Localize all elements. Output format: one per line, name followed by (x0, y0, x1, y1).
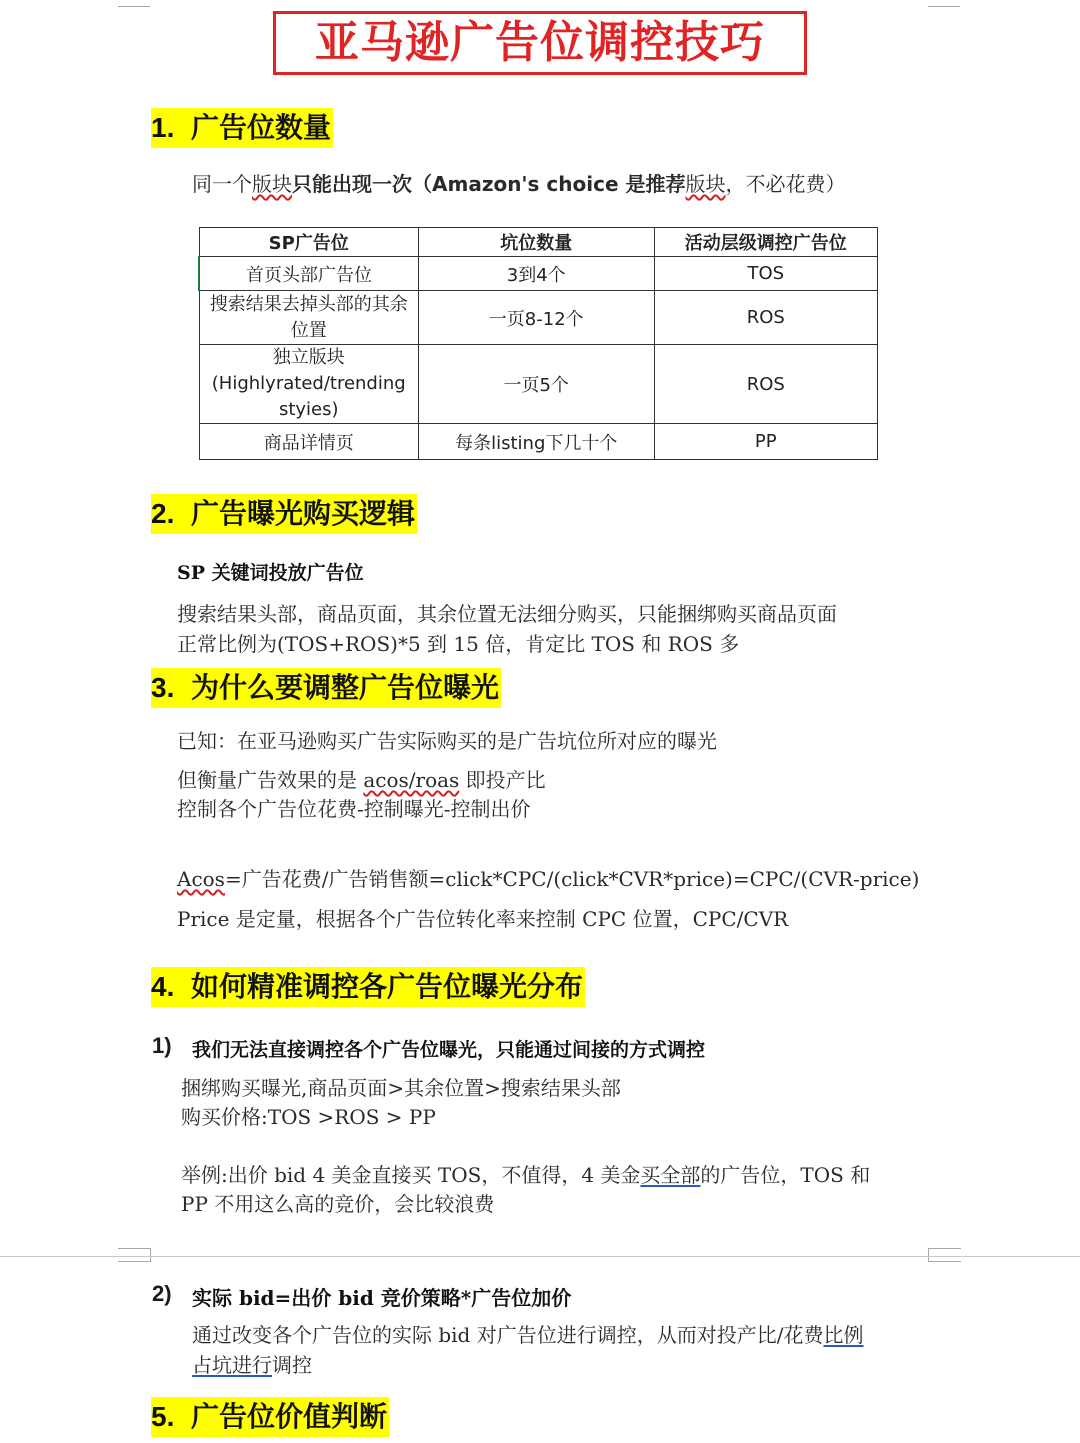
table-cell: TOS (654, 257, 878, 291)
note-text: 同一个 (192, 172, 252, 196)
underlined-text: 占坑进行 (192, 1353, 272, 1377)
table-header: 坑位数量 (418, 228, 654, 257)
point-2-line-2 (192, 1351, 312, 1380)
section-1-note (192, 170, 846, 199)
point-2-number: 2) (152, 1281, 172, 1306)
table-header-row (199, 228, 878, 257)
line-text-end: 即投产比 (459, 768, 546, 792)
line-text-end: 调控 (272, 1353, 312, 1377)
note-spell-word: 版块 (252, 172, 292, 196)
section-3-number: 3. (151, 672, 175, 703)
table-cell: 搜索结果去掉头部的其余位置 (199, 291, 418, 345)
note-text-mid: 只能出现一次（Amazon's choice 是推荐 (292, 172, 686, 196)
crop-mark-mid-right (928, 1248, 961, 1262)
note-spell-word-2: 版块 (685, 172, 726, 196)
title-box (273, 11, 807, 75)
point-1-title: 我们无法直接调控各个广告位曝光，只能通过间接的方式调控 (192, 1039, 706, 1061)
line-text: 举例:出价 bid 4 美金直接买 TOS，不值得，4 美金 (181, 1163, 641, 1187)
point-1-line-2: 购买价格:TOS >ROS > PP (181, 1105, 436, 1129)
note-text-end: ，不必花费） (725, 172, 846, 196)
table-header: 活动层级调控广告位 (654, 228, 878, 257)
section-2-subtitle: SP 关键词投放广告位 (177, 562, 364, 584)
section-3-line-2 (177, 766, 546, 795)
point-2-line-1 (192, 1321, 863, 1350)
table-cell: 独立版块(Highlyrated/trending styies) (199, 345, 418, 424)
page-break (0, 1256, 1080, 1257)
section-1-heading (151, 108, 333, 148)
table-cell: ROS (654, 291, 878, 345)
section-5-heading (151, 1397, 389, 1437)
underlined-text: 比例 (823, 1323, 864, 1347)
section-4-heading (151, 967, 585, 1007)
section-5-title: 广告位价值判断 (191, 1400, 388, 1433)
table-cell: 3到4个 (418, 257, 654, 291)
section-1-number: 1. (151, 112, 175, 143)
table-row (199, 291, 878, 345)
line-spell-word: acos/roas (363, 768, 460, 792)
section-2-title: 广告曝光购买逻辑 (191, 497, 416, 530)
section-2-line-1: 搜索结果头部，商品页面，其余位置无法细分购买，只能捆绑购买商品页面 (177, 602, 837, 626)
section-3-line-1: 已知：在亚马逊购买广告实际购买的是广告坑位所对应的曝光 (177, 729, 717, 753)
point-1-line-1: 捆绑购买曝光,商品页面>其余位置>搜索结果头部 (181, 1076, 621, 1100)
page-title: 亚马逊广告位调控技巧 (315, 17, 765, 68)
formula-spell-word: Acos (177, 867, 225, 891)
table-cell: 一页8-12个 (418, 291, 654, 345)
table-cell: 每条listing下几十个 (418, 424, 654, 460)
table-cell: 一页5个 (418, 345, 654, 424)
table-cell: PP (654, 424, 878, 460)
table-row (199, 345, 878, 424)
line-text-end: 的广告位，TOS 和 (700, 1163, 871, 1187)
underlined-text: 买全部 (640, 1163, 701, 1187)
section-3-heading (151, 668, 501, 708)
point-2-title: 实际 bid=出价 bid 竞价策略*广告位加价 (192, 1286, 572, 1310)
section-3-line-4 (177, 865, 919, 894)
table-cell: 商品详情页 (199, 424, 418, 460)
section-3-title: 为什么要调整广告位曝光 (191, 671, 500, 704)
section-1-title: 广告位数量 (191, 111, 332, 144)
ad-placement-table (198, 227, 878, 460)
formula-text: =广告花费/广告销售额=click*CPC/(click*CVR*price)=CPC/(CVR-price) (224, 867, 920, 891)
section-2-line-2: 正常比例为(TOS+ROS)*5 到 15 倍，肯定比 TOS 和 ROS 多 (177, 632, 740, 656)
point-1-number: 1) (152, 1033, 172, 1058)
section-5-number: 5. (151, 1401, 175, 1432)
table-cell: 首页头部广告位 (199, 257, 418, 291)
section-4-title: 如何精准调控各广告位曝光分布 (191, 970, 584, 1003)
table-row (199, 424, 878, 460)
crop-mark-top-left (118, 0, 150, 7)
crop-mark-top-right (928, 0, 960, 7)
table-header: SP广告位 (199, 228, 418, 257)
crop-mark-mid-left (118, 1248, 151, 1262)
table-cell: ROS (654, 345, 878, 424)
section-2-number: 2. (151, 498, 175, 529)
line-text: 但衡量广告效果的是 (177, 768, 364, 792)
section-4-number: 4. (151, 971, 175, 1002)
point-1-line-4: PP 不用这么高的竞价，会比较浪费 (181, 1192, 495, 1216)
section-3-line-3: 控制各个广告位花费-控制曝光-控制出价 (177, 797, 531, 821)
section-2-heading (151, 494, 417, 534)
section-3-line-5: Price 是定量，根据各个广告位转化率来控制 CPC 位置，CPC/CVR (177, 907, 789, 931)
point-1-line-3 (181, 1161, 870, 1190)
line-text: 通过改变各个广告位的实际 bid 对广告位进行调控，从而对投产比/花费 (192, 1323, 824, 1347)
table-row (199, 257, 878, 291)
